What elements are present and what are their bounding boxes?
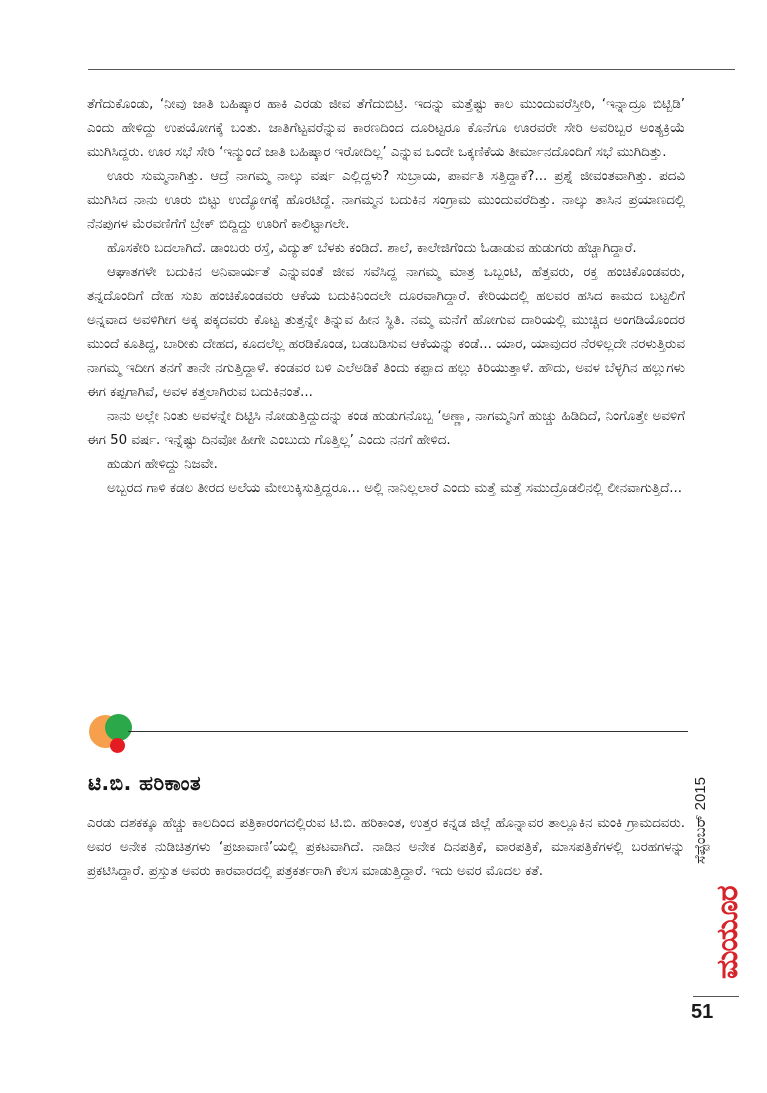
section-divider — [88, 712, 688, 758]
story-paragraph: ಹುಡುಗ ಹೇಳಿದ್ದು ನಿಜವೇ. — [107, 457, 218, 472]
divider-line — [128, 731, 688, 732]
magazine-logo: ಮಯೂರ — [711, 886, 744, 979]
story-paragraph: ನಾನು ಅಲ್ಲೇ ನಿಂತು ಅವಳನ್ನೇ ದಿಟ್ಟಿಸಿ ನೋಡುತ್ತಿದ್ದುದನ್ನು ಕಂಡ ಹುಡುಗನೊಬ್ಬ ‘ಅಣ್ಣಾ, ನಾಗಮ್ಮನಿಗೆ ಹುಚ್ಚು ಹಿಡಿದಿದೆ, ನಿಂಗೊತ್ತೇ ಅವಳಿಗೆ ಈಗ 50 ವರ್ಷ. ಇನ್ನೆಷ್ಟು ದಿನವೋ ಹೀಗೇ ಎಂಬುದು ಗೊತ್ತಿಲ್ಲ’ ಎಂದು ನನಗೆ ಹೇಳಿದ. — [87, 409, 685, 448]
author-name: ಟಿ.ಬಿ. ಹರಿಕಾಂತ — [88, 771, 202, 795]
story-paragraph: ತೆಗೆದುಕೊಂಡು, ‘ನೀವು ಜಾತಿ ಬಹಿಷ್ಕಾರ ಹಾಕಿ ಎರಡು ಜೀವ ತೆಗೆದುಬಿಟ್ರಿ. ಇದನ್ನು ಮತ್ತೆಷ್ಟು ಕಾಲ ಮುಂದುವರೆಸ್ತೀರಿ, ‘ಇನ್ನಾದ್ರೂ ಬಿಟ್ಬಿಡಿ’ ಎಂದು ಹೇಳಿದ್ದು ಉಪಯೋಗಕ್ಕೆ ಬಂತು. ಜಾತಿಗೆಟ್ಟವರೆನ್ನುವ ಕಾರಣದಿಂದ ದೂರಿಟ್ಟರೂ ಕೊನೆಗೂ ಊರವರೇ ಸೇರಿ ಅವರಿಬ್ಬರ ಅಂತ್ಯಕ್ರಿಯೆ ಮುಗಿಸಿದ್ದರು. ಊರ ಸಭೆ ಸೇರಿ ‘ಇನ್ಮುಂದೆ ಜಾತಿ ಬಹಿಷ್ಕಾರ ಇರೋದಿಲ್ಲ’ ಎನ್ನುವ ಒಂದೇ ಒಕ್ಕಣಿಕೆಯ ತೀರ್ಮಾನದೊಂದಿಗೆ ಸಭೆ ಮುಗಿದಿತ್ತು. — [87, 97, 685, 160]
green-dot-icon — [105, 714, 132, 741]
story-paragraph: ಅಬ್ಬರದ ಗಾಳಿ ಕಡಲ ತೀರದ ಅಲೆಯ ಮೇಲುಕ್ಕಿಸುತ್ತಿದ್ದರೂ... ಅಲ್ಲಿ ನಾನಿಲ್ಲಲಾರೆ ಎಂದು ಮತ್ತೆ ಮತ್ತೆ ಸಮುದ್ರೊಡಲಿನಲ್ಲಿ ಲೀನವಾಗುತ್ತಿದೆ... — [107, 481, 683, 496]
story-paragraph: ಊರು ಸುಮ್ಮನಾಗಿತ್ತು. ಆದ್ರೆ ನಾಗಮ್ಮ ನಾಲ್ಕು ವರ್ಷ ಎಲ್ಲಿದ್ದಳು? ಸುಬ್ರಾಯ, ಪಾರ್ವತಿ ಸತ್ತಿದ್ದಾಕೆ?... ಪ್ರಶ್ನೆ ಜೀವಂತವಾಗಿತ್ತು. ಪದವಿ ಮುಗಿಸಿದ ನಾನು ಊರು ಬಿಟ್ಟು ಉದ್ಯೋಗಕ್ಕೆ ಹೊರಟಿದ್ದೆ. ನಾಗಮ್ಮನ ಬದುಕಿನ ಸಂಗ್ರಾಮ ಮುಂದುವರೆದಿತ್ತು. ನಾಲ್ಕು ತಾಸಿನ ಪ್ರಯಾಣದಲ್ಲಿ ನೆನಪುಗಳ ಮೆರವಣಿಗೆಗೆ ಬ್ರೇಕ್ ಬಿದ್ದಿದ್ದು ಊರಿಗೆ ಕಾಲಿಟ್ಟಾಗಲೇ. — [87, 169, 685, 232]
header-rule — [88, 69, 735, 70]
magazine-sidebar — [690, 766, 744, 996]
red-dot-icon — [110, 738, 125, 753]
page-number: 51 — [691, 1001, 714, 1023]
author-bio: ಎರಡು ದಶಕಕ್ಕೂ ಹೆಚ್ಚು ಕಾಲದಿಂದ ಪತ್ರಿಕಾರಂಗದಲ್ಲಿರುವ ಟಿ.ಬಿ. ಹರಿಕಾಂತ, ಉತ್ತರ ಕನ್ನಡ ಜಿಲ್ಲೆ ಹೊನ್ನಾವರ ತಾಲ್ಲೂಕಿನ ಮಂಕಿ ಗ್ರಾಮದವರು. ಅವರ ಅನೇಕ ನುಡಿಚಿತ್ರಗಳು ‘ಪ್ರಜಾವಾಣಿ’ಯಲ್ಲಿ ಪ್ರಕಟವಾಗಿದೆ. ನಾಡಿನ ಅನೇಕ ದಿನಪತ್ರಿಕೆ, ವಾರಪತ್ರಿಕೆ, ಮಾಸಪತ್ರಿಕೆಗಳಲ್ಲಿ ಬರಹಗಳನ್ನು ಪ್ರಕಟಿಸಿದ್ದಾರೆ. ಪ್ರಸ್ತುತ ಅವರು ಕಾರವಾರದಲ್ಲಿ ಪತ್ರಕರ್ತರಾಗಿ ಕೆಲಸ ಮಾಡುತ್ತಿದ್ದಾರೆ. ಇದು ಅವರ ಮೊದಲ ಕತೆ. — [87, 816, 685, 879]
page-number-rule — [693, 996, 739, 997]
issue-date: ಸೆಪ್ಟೆಂಬರ್ 2015 — [692, 777, 709, 864]
story-paragraph: ಹೊಸಕೇರಿ ಬದಲಾಗಿದೆ. ಡಾಂಬರು ರಸ್ತೆ, ವಿದ್ಯುತ್ ಬೆಳಕು ಕಂಡಿದೆ. ಶಾಲೆ, ಕಾಲೇಜಿಗೆಂದು ಓಡಾಡುವ ಹುಡುಗರು ಹೆಚ್ಚಾಗಿದ್ದಾರೆ. — [107, 241, 637, 256]
story-paragraph: ಆಘಾತಗಳೇ ಬದುಕಿನ ಅನಿವಾರ್ಯತೆ ಎನ್ನುವಂತೆ ಜೀವ ಸವೆಸಿದ್ದ ನಾಗಮ್ಮ ಮಾತ್ರ ಒಬ್ಬಂಟಿ, ಹೆತ್ತವರು, ರಕ್ತ ಹಂಚಿಕೊಂಡವರು, ತನ್ನದೊಂದಿಗೆ ದೇಹ ಸುಖ ಹಂಚಿಕೊಂಡವರು ಆಕೆಯ ಬದುಕಿನಿಂದಲೇ ದೂರವಾಗಿದ್ದಾರೆ. ಕೇರಿಯದಲ್ಲಿ ಹಲವರ ಹಸಿದ ಕಾಮದ ಬಟ್ಟಲಿಗೆ ಅನ್ನವಾದ ಅವಳಿಗೀಗ ಅಕ್ಕ ಪಕ್ಕದವರು ಕೊಟ್ಟ ತುತ್ತನ್ನೇ ತಿನ್ನುವ ಹೀನ ಸ್ಥಿತಿ. ನಮ್ಮ ಮನೆಗೆ ಹೋಗುವ ದಾರಿಯಲ್ಲಿ ಮುಚ್ಚಿದ ಅಂಗಡಿಯೊಂದರ ಮುಂದೆ ಕೂತಿದ್ದ, ಬಾರೀಕು ದೇಹದ, ಕೂದಲೆಲ್ಲ ಹರಡಿಕೊಂಡ, ಬಡಬಡಿಸುವ ಆಕೆಯನ್ನು ಕಂಡೆ... ಯಾರ, ಯಾವುದರ ನೆರಳಿಲ್ಲದೇ ನರಳುತ್ತಿರುವ ನಾಗಮ್ಮ ಇದೀಗ ತನಗೆ ತಾನೇ ನಗುತ್ತಿದ್ದಾಳೆ. ಕಂಡವರ ಬಳಿ ಎಲೆಅಡಿಕೆ ತಿಂದು ಕಪ್ಪಾದ ಹಲ್ಲು ಕಿರಿಯುತ್ತಾಳೆ. ಹೌದು, ಅವಳ ಬೆಳ್ಳಗಿನ ಹಲ್ಲುಗಳು ಈಗ ಕಪ್ಪಗಾಗಿವೆ, ಅವಳ ಕತ್ತಲಾಗಿರುವ ಬದುಕಿನಂತೆ... — [87, 265, 685, 400]
story-body — [87, 93, 685, 501]
